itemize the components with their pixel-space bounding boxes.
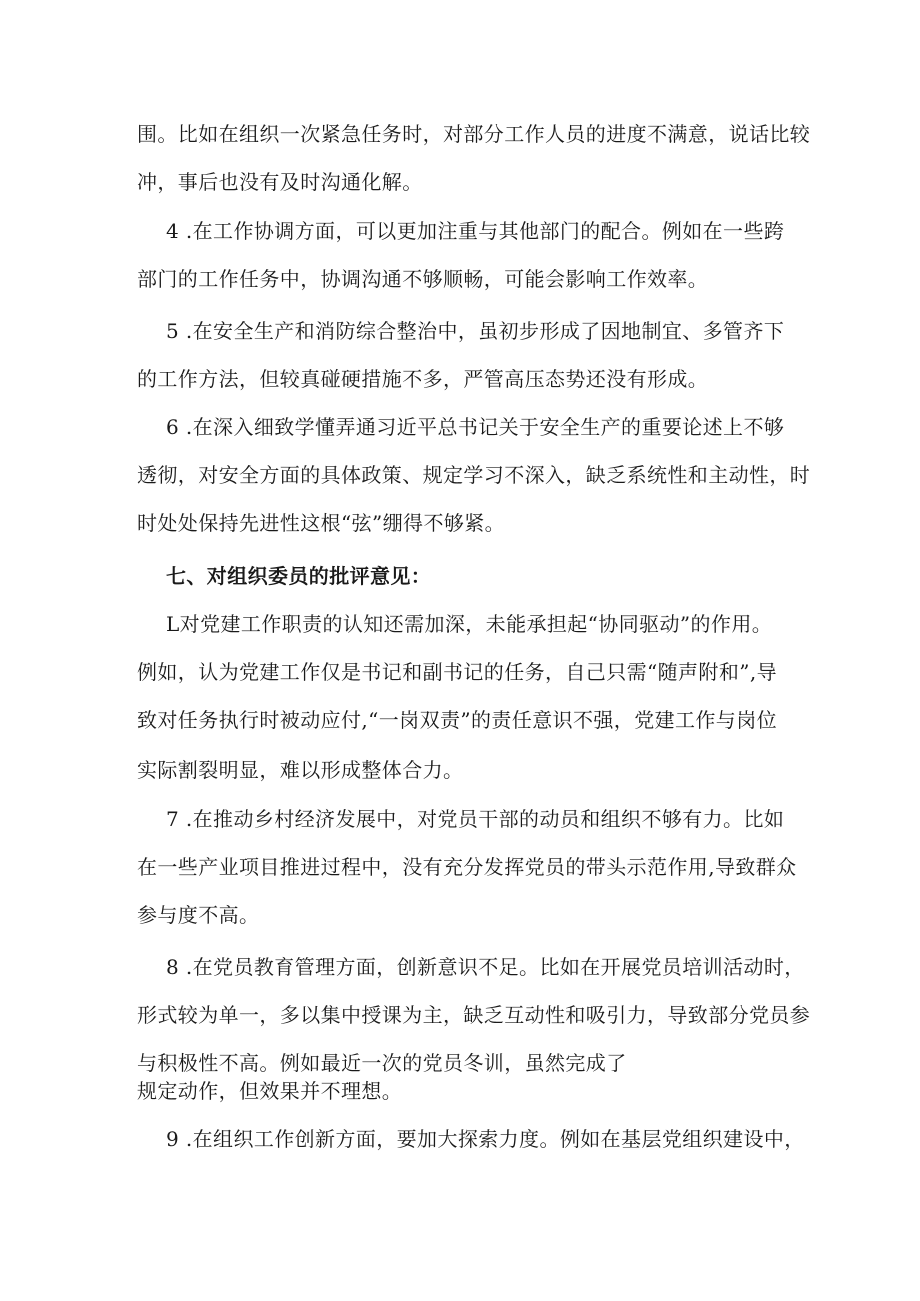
paragraph-line: 致对任务执行时被动应付,“一岗双责”的责任意识不强，党建工作与岗位 bbox=[137, 708, 778, 732]
paragraph-line: 规定动作，但效果并不理想。 bbox=[137, 1079, 403, 1103]
paragraph-line: 时处处保持先进性这根“弦”绷得不够紧。 bbox=[137, 511, 506, 535]
paragraph-line: L对党建工作职责的认知还需加深，未能承担起“协同驱动”的作用。 bbox=[166, 612, 773, 636]
paragraph-line: 与积极性不高。例如最近一次的党员冬训，虽然完成了 bbox=[137, 1051, 627, 1075]
paragraph-line: 实际割裂明显，难以形成整体合力。 bbox=[137, 758, 464, 782]
paragraph-line: 参与度不高。 bbox=[137, 903, 260, 927]
paragraph-line: 7 .在推动乡村经济发展中，对党员干部的动员和组织不够有力。比如 bbox=[166, 807, 785, 831]
paragraph-line: 在一些产业项目推进过程中，没有充分发挥党员的带头示范作用,导致群众 bbox=[137, 855, 797, 879]
paragraph-line: 例如，认为党建工作仅是书记和副书记的任务，自己只需“随声附和”,导 bbox=[137, 660, 778, 684]
paragraph-line: 透彻，对安全方面的具体政策、规定学习不深入，缺乏系统性和主动性，时 bbox=[137, 463, 811, 487]
paragraph-line: 冲，事后也没有及时沟通化解。 bbox=[137, 170, 423, 194]
paragraph-line: 4 .在工作协调方面，可以更加注重与其他部门的配合。例如在一些跨 bbox=[166, 219, 785, 243]
paragraph-line: 围。比如在组织一次紧急任务时，对部分工作人员的进度不满意，说话比较 bbox=[137, 122, 811, 146]
paragraph-line: 的工作方法，但较真碰硬措施不多，严管高压态势还没有形成。 bbox=[137, 367, 709, 391]
paragraph-line: 部门的工作任务中，协调沟通不够顺畅，可能会影响工作效率。 bbox=[137, 267, 709, 291]
paragraph-line: 9 .在组织工作创新方面，要加大探索力度。例如在基层党组织建设中， bbox=[166, 1127, 805, 1151]
paragraph-line: 形式较为单一，多以集中授课为主，缺乏互动性和吸引力，导致部分党员参 bbox=[137, 1003, 811, 1027]
section-heading: 七、对组织委员的批评意见： bbox=[166, 564, 432, 588]
paragraph-line: 5 .在安全生产和消防综合整治中，虽初步形成了因地制宜、多管齐下 bbox=[166, 319, 785, 343]
paragraph-line: 6 .在深入细致学懂弄通习近平总书记关于安全生产的重要论述上不够 bbox=[166, 415, 785, 439]
paragraph-line: 8 .在党员教育管理方面，创新意识不足。比如在开展党员培训活动时， bbox=[166, 955, 805, 979]
